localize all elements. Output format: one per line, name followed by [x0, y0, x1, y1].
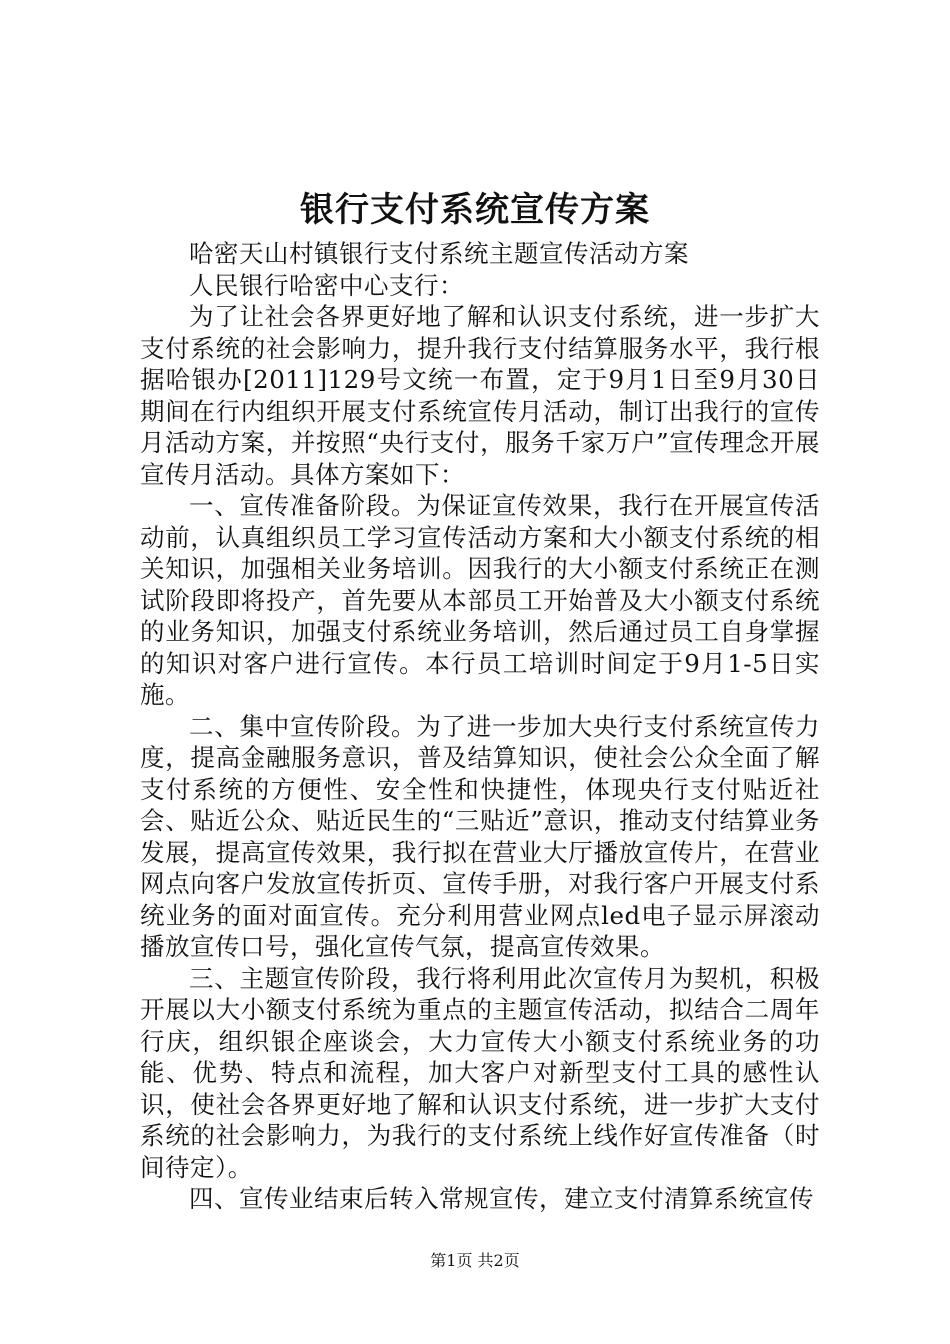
page-footer: 第1页 共2页	[430, 1251, 520, 1270]
document-body	[140, 238, 820, 1215]
paragraph-intro: 为了让社会各界更好地了解和认识支付系统，进一步扩大支付系统的社会影响力，提升我行支付结算服务水平，我行根据哈银办[2011]129号文统一布置，定于9月1日至9月30日期间在行内组织开展支付系统宣传月活动，制订出我行的宣传月活动方案，并按照“央行支付，服务千家万户”宣传理念开展宣传月活动。具体方案如下：	[140, 302, 820, 489]
paragraph-addressee: 人民银行哈密中心支行：	[189, 270, 464, 300]
paragraph-stage-3: 三、主题宣传阶段，我行将利用此次宣传月为契机，积极开展以大小额支付系统为重点的主题宣传活动，拟结合二周年行庆，组织银企座谈会，大力宣传大小额支付系统业务的功能、优势、特点和流程，加大客户对新型支付工具的感性认识，使社会各界更好地了解和认识支付系统，进一步扩大支付系统的社会影响力，为我行的支付系统上线作好宣传准备（时间待定）。	[140, 963, 820, 1182]
paragraph-stage-4: 四、宣传业结束后转入常规宣传，建立支付清算系统宣传	[189, 1184, 814, 1213]
paragraph-stage-2: 二、集中宣传阶段。为了进一步加大央行支付系统宣传力度，提高金融服务意识，普及结算知识，使社会公众全面了解支付系统的方便性、安全性和快捷性，体现央行支付贴近社会、贴近公众、贴近民生的“三贴近”意识，推动支付结算业务发展，提高宣传效果，我行拟在营业大厅播放宣传片，在营业网点向客户发放宣传折页、宣传手册，对我行客户开展支付系统业务的面对面宣传。充分利用营业网点led电子显示屏滚动播放宣传口号，强化宣传气氛，提高宣传效果。	[140, 711, 820, 961]
document-title: 银行支付系统宣传方案	[300, 190, 650, 230]
paragraph-stage-1: 一、宣传准备阶段。为保证宣传效果，我行在开展宣传活动前，认真组织员工学习宣传活动方案和大小额支付系统的相关知识，加强相关业务培训。因我行的大小额支付系统正在测试阶段即将投产，首先要从本部员工开始普及大小额支付系统的业务知识，加强支付系统业务培训，然后通过员工自身掌握的知识对客户进行宣传。本行员工培训时间定于9月1-5日实施。	[140, 491, 820, 709]
paragraph-subtitle: 哈密天山村镇银行支付系统主题宣传活动方案	[189, 239, 689, 268]
